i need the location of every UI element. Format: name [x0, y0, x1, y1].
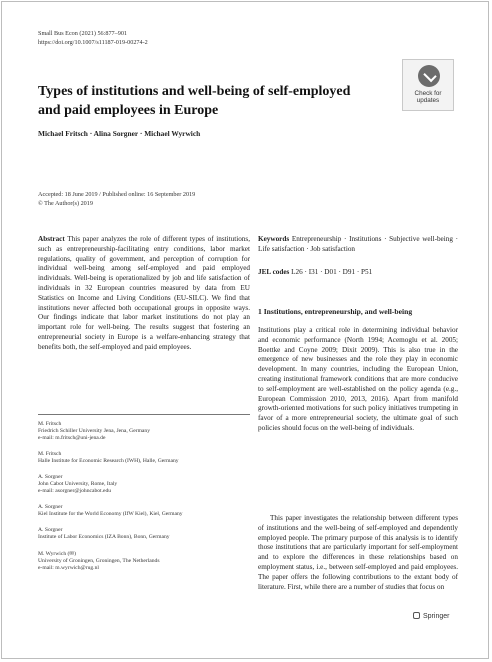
body-paragraph: This paper investigates the relationship between different types of institutions and the well-being of self-employed and dependently employed people. The primary purpose of this analysis is to identify those institutions that are particularly important for self-employment and to explore the differences in these relationships based on employment status, i.e., between self-employed and paid employees. The paper offers the following contributions to the extant body of literature. First, while there are a number of studies that focus on [258, 514, 458, 591]
keywords-label: Keywords [258, 235, 290, 243]
affiliation-divider [38, 414, 250, 415]
affiliation-block [38, 451, 250, 465]
abstract-text: This paper analyzes the role of different types of institutions, such as entrepreneurship-facilitating entry conditions, labor market regulations, quality of government, and perception of corruption for individual well-being among self-employed and paid employed individuals. Well-being is operationalized by job and life satisfaction of individuals in 32 European countries measured by data from EU Statistics on Income and Living Conditions (EU-SILC). We find that institutions never affected both occupational groups in opposite ways. Our findings indicate that labor market institutions do not play an important role for well-being. The results suggest that fostering an entrepreneurial society in Europe is a welfare-enhancing strategy that benefits both, the self-employed and paid employees. [38, 235, 250, 351]
keywords [258, 235, 458, 255]
journal-citation: Small Bus Econ (2021) 56:877–901 [38, 30, 128, 37]
affiliation-line: Friedrich Schiller University Jena, Jena, Germany [38, 428, 150, 435]
jel-label: JEL codes [258, 268, 290, 276]
affiliation-block [38, 527, 250, 541]
affiliation-name: M. Fritsch [38, 421, 62, 427]
affiliation-name: A. Sorgner [38, 504, 63, 510]
section-heading: 1 Institutions, entrepreneurship, and well-being [258, 307, 413, 316]
affiliation-name: A. Sorgner [38, 527, 63, 533]
body-paragraph: Institutions play a critical role in determining individual behavior and economic performance (North 1994; Acemoglu et al. 2005; Boettke and Coyne 2009; Dixit 2009). This is also true in the emergence of new businesses and the role they play in economic development. In many countries, including the European Union, creating institutional framework conditions that are more conducive to self-employment are well-established on the policy agenda (e.g., European Commission 2010, 2013, 2016). Apart from manifold growth-oriented motivations for such policy initiatives trumpeting in favor of a more entrepreneurial society, the ultimate goal of such policies should focus on the well-being of individuals. [258, 326, 458, 432]
affiliation-line: Halle Institute for Economic Research (IWH), Halle, Germany [38, 458, 179, 465]
affiliation-name: M. Wyrwich (✉) [38, 551, 76, 557]
affiliation-block [38, 474, 250, 496]
affiliation-line: John Cabot University, Rome, Italy [38, 481, 118, 488]
badge-line-2: updates [416, 97, 440, 105]
abstract [38, 235, 250, 353]
check-mark-icon [418, 65, 440, 87]
springer-logo-icon [413, 612, 420, 619]
jel-text: L26 · I31 · D01 · D91 · P51 [291, 268, 373, 276]
copyright-line: © The Author(s) 2019 [38, 199, 93, 207]
author-list: Michael Fritsch · Alina Sorgner · Michael Wyrwich [38, 129, 201, 138]
affiliation-block [38, 504, 250, 518]
check-for-updates-badge[interactable] [402, 59, 454, 111]
affiliation-email[interactable]: e-mail: asorgner@johncabot.edu [38, 488, 112, 495]
affiliation-line: University of Groningen, Groningen, The Netherlands [38, 558, 160, 565]
journal-header [38, 29, 148, 47]
keywords-text: Entrepreneurship · Institutions · Subjective well-being · Life satisfaction · Job satisfaction [258, 235, 459, 253]
paper-title: Types of institutions and well-being of self-employed and paid employees in Europe [38, 84, 351, 118]
abstract-label: Abstract [38, 235, 65, 243]
badge-line-1: Check for [414, 90, 442, 97]
jel-codes [258, 268, 372, 278]
publisher-name: Springer [423, 613, 450, 620]
publication-dates [38, 191, 195, 208]
accepted-published-line: Accepted: 18 June 2019 / Published online: 16 September 2019 [38, 191, 196, 198]
doi-link[interactable]: https://doi.org/10.1007/s11187-019-00274-2 [38, 39, 148, 46]
affiliation-name: A. Sorgner [38, 474, 63, 480]
affiliation-email[interactable]: e-mail: m.wyrwich@rug.nl [38, 565, 99, 572]
publisher-footer [413, 612, 449, 620]
affiliation-block [38, 421, 250, 443]
affiliation-line: Kiel Institute for the World Economy (IfW Kiel), Kiel, Germany [38, 511, 183, 518]
affiliation-email[interactable]: e-mail: m.fritsch@uni-jena.de [38, 435, 106, 442]
affiliation-block [38, 551, 250, 573]
affiliation-name: M. Fritsch [38, 451, 62, 457]
affiliation-line: Institute of Labor Economics (IZA Bonn), Bonn, Germany [38, 534, 170, 541]
